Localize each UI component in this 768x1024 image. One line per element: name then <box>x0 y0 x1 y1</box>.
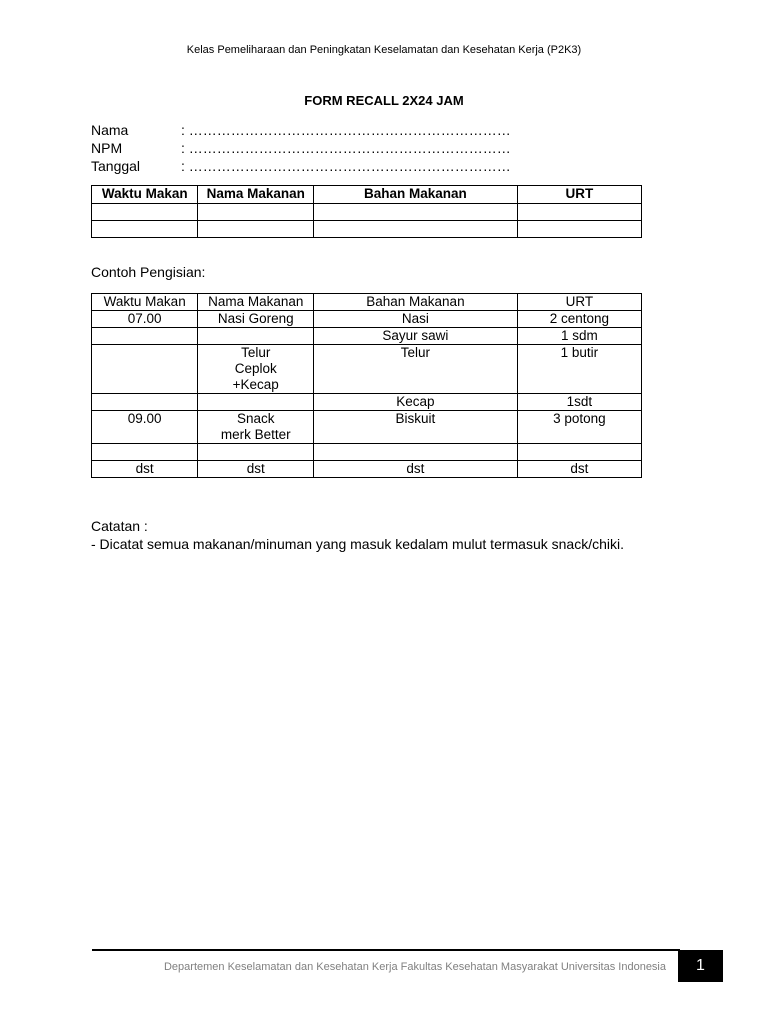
column-header: Nama Makanan <box>198 186 314 204</box>
table-cell <box>517 204 641 221</box>
table-header-row <box>92 186 642 204</box>
table-cell <box>92 204 198 221</box>
table-row <box>92 345 642 394</box>
column-header: Bahan Makanan <box>313 186 517 204</box>
field-nama <box>91 121 511 139</box>
field-label: NPM <box>91 140 123 156</box>
table-row <box>92 311 642 328</box>
table-row <box>92 444 642 461</box>
page-header: Kelas Pemeliharaan dan Peningkatan Keselamatan dan Kesehatan Kerja (P2K3) <box>186 44 582 56</box>
table-cell: Nasi <box>314 311 518 328</box>
table-row <box>92 411 642 444</box>
table-cell: Biskuit <box>314 411 518 444</box>
table-cell <box>92 221 198 238</box>
table-cell <box>517 444 641 461</box>
table-cell: dst <box>198 461 314 478</box>
column-header: Nama Makanan <box>198 294 314 311</box>
field-blank: : …………………………………………………………… <box>181 158 511 174</box>
notes-line: - Dicatat semua makanan/minuman yang masuk kedalam mulut termasuk snack/chiki. <box>91 536 624 552</box>
column-header: Waktu Makan <box>92 186 198 204</box>
notes-section <box>91 517 624 553</box>
table-cell <box>314 444 518 461</box>
cell-text: Snack merk Better <box>220 411 291 442</box>
footer-text: Departemen Keselamatan dan Kesehatan Kerja Fakultas Kesehatan Masyarakat Universitas Indonesia <box>163 961 666 973</box>
table-cell: 1sdt <box>517 394 641 411</box>
table-cell: 3 potong <box>517 411 641 444</box>
example-table <box>91 293 642 478</box>
identity-fields <box>91 121 511 175</box>
table-cell: dst <box>517 461 641 478</box>
table-cell: 1 butir <box>517 345 641 394</box>
column-header: URT <box>517 294 641 311</box>
form-title: FORM RECALL 2X24 JAM <box>304 93 464 108</box>
table-cell <box>92 444 198 461</box>
notes-title: Catatan : <box>91 518 148 534</box>
field-tanggal <box>91 157 511 175</box>
table-cell <box>92 328 198 345</box>
table-row <box>92 461 642 478</box>
example-label: Contoh Pengisian: <box>91 264 206 280</box>
table-cell <box>313 221 517 238</box>
table-cell: 09.00 <box>92 411 198 444</box>
table-cell: dst <box>92 461 198 478</box>
column-header: Waktu Makan <box>92 294 198 311</box>
field-blank: : …………………………………………………………… <box>181 140 511 156</box>
field-blank: : …………………………………………………………… <box>181 122 511 138</box>
cell-text: Telur Ceplok +Kecap <box>232 345 279 392</box>
field-label: Nama <box>91 122 129 138</box>
column-header: URT <box>517 186 641 204</box>
table-cell <box>198 221 314 238</box>
table-cell: 07.00 <box>92 311 198 328</box>
table-cell <box>198 394 314 411</box>
field-label: Tanggal <box>91 158 141 174</box>
table-row <box>92 221 642 238</box>
table-header-row <box>92 294 642 311</box>
table-cell <box>198 204 314 221</box>
page-number: 1 <box>678 950 723 982</box>
table-cell: Nasi Goreng <box>198 311 314 328</box>
table-cell <box>92 345 198 394</box>
table-cell: 2 centong <box>517 311 641 328</box>
table-cell <box>198 411 314 444</box>
field-npm <box>91 139 511 157</box>
table-row <box>92 204 642 221</box>
table-cell <box>92 394 198 411</box>
table-cell: dst <box>314 461 518 478</box>
recall-form-table <box>91 185 642 238</box>
table-cell: Telur <box>314 345 518 394</box>
table-cell <box>198 345 314 394</box>
table-cell: 1 sdm <box>517 328 641 345</box>
table-cell <box>517 221 641 238</box>
table-row <box>92 394 642 411</box>
table-cell: Kecap <box>314 394 518 411</box>
table-cell: Sayur sawi <box>314 328 518 345</box>
footer-divider <box>92 949 680 951</box>
table-cell <box>198 328 314 345</box>
column-header: Bahan Makanan <box>314 294 518 311</box>
table-row <box>92 328 642 345</box>
table-cell <box>198 444 314 461</box>
table-cell <box>313 204 517 221</box>
